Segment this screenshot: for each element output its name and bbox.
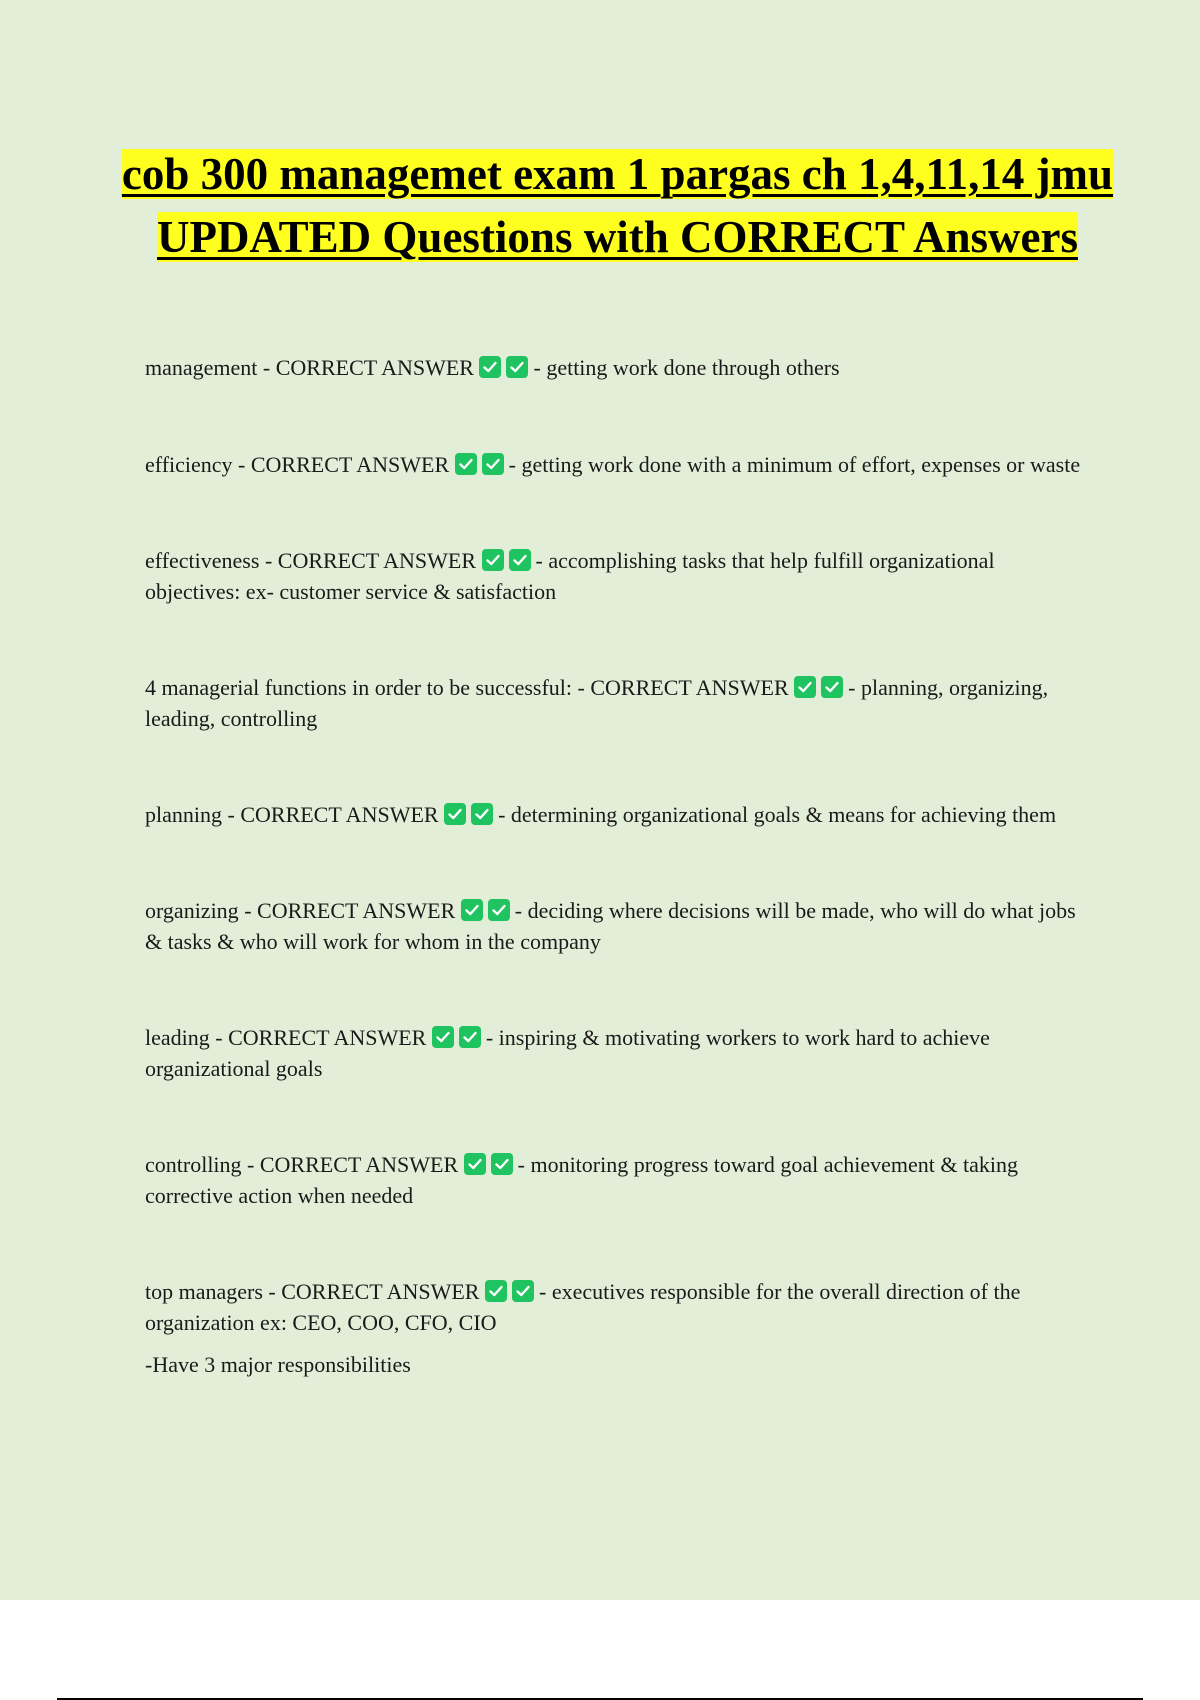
check-mark-icon xyxy=(512,1280,534,1302)
qa-answer: getting work done through others xyxy=(546,355,840,380)
qa-term: leading xyxy=(145,1025,210,1050)
qa-answer: inspiring & motivating workers to work hard to achieve organizational goals xyxy=(145,1025,990,1081)
correct-answer-label: CORRECT ANSWER xyxy=(259,1152,459,1177)
correct-answer-label: CORRECT ANSWER xyxy=(590,675,789,700)
correct-answer-label: CORRECT ANSWER xyxy=(228,1025,427,1050)
check-mark-icon xyxy=(444,803,466,825)
qa-item: controlling - CORRECT ANSWER - monitoring progress toward goal achievement & taking corrective action when needed xyxy=(145,1152,1018,1208)
qa-term: 4 managerial functions in order to be successful: xyxy=(145,675,573,700)
check-mark-icon xyxy=(432,1026,454,1048)
correct-answer-label: CORRECT ANSWER xyxy=(281,1279,480,1304)
qa-term: management xyxy=(145,355,258,380)
qa-answer: deciding where decisions will be made, who will do what jobs & tasks & who will work for whom in the company xyxy=(145,898,1076,954)
qa-item: top managers - CORRECT ANSWER - executives responsible for the overall direction of the organization ex: CEO, COO, CFO, CIO -Have 3 major responsibilities xyxy=(145,1276,1090,1380)
qa-term: planning xyxy=(145,802,222,827)
correct-answer-label: CORRECT ANSWER xyxy=(240,802,439,827)
check-mark-icon xyxy=(482,549,504,571)
qa-answer: executives responsible for the overall direction of the organization ex: CEO, COO, CFO, CIO xyxy=(145,1279,1021,1335)
check-mark-icon xyxy=(506,356,528,378)
qa-term: effectiveness xyxy=(145,548,260,573)
qa-item: planning - CORRECT ANSWER - determining organizational goals & means for achieving them xyxy=(145,802,1057,827)
qa-item: effectiveness - CORRECT ANSWER - accomplishing tasks that help fulfill organizational objectives: ex- customer service & satisfaction xyxy=(145,548,995,604)
qa-term: top managers xyxy=(145,1279,263,1304)
check-mark-icon xyxy=(455,453,477,475)
qa-list xyxy=(145,352,1090,1445)
check-mark-icon xyxy=(509,549,531,571)
qa-term: organizing xyxy=(145,898,239,923)
correct-answer-label: CORRECT ANSWER xyxy=(277,548,477,573)
document-title xyxy=(110,143,1125,269)
qa-term: efficiency xyxy=(145,452,233,477)
qa-answer: accomplishing tasks that help fulfill organizational objectives: ex- customer service & satisfaction xyxy=(145,548,995,604)
correct-answer-label: CORRECT ANSWER xyxy=(257,898,456,923)
check-mark-icon xyxy=(488,899,510,921)
check-mark-icon xyxy=(482,453,504,475)
qa-item: organizing - CORRECT ANSWER - deciding where decisions will be made, who will do what jobs & tasks & who will work for whom in the company xyxy=(145,898,1076,954)
qa-item: leading - CORRECT ANSWER - inspiring & motivating workers to work hard to achieve organizational goals xyxy=(145,1025,990,1081)
check-mark-icon xyxy=(479,356,501,378)
qa-answer: getting work done with a minimum of effort, expenses or waste xyxy=(521,452,1081,477)
correct-answer-label: CORRECT ANSWER xyxy=(250,452,450,477)
check-mark-icon xyxy=(471,803,493,825)
qa-answer: monitoring progress toward goal achievement & taking corrective action when needed xyxy=(145,1152,1018,1208)
qa-extra-line: -Have 3 major responsibilities xyxy=(145,1352,411,1377)
qa-answer: determining organizational goals & means for achieving them xyxy=(510,802,1057,827)
check-mark-icon xyxy=(461,899,483,921)
qa-answer: planning, organizing, leading, controlling xyxy=(145,675,1049,731)
qa-term: controlling xyxy=(145,1152,242,1177)
qa-item: 4 managerial functions in order to be successful: - CORRECT ANSWER - planning, organizing, leading, controlling xyxy=(145,675,1049,731)
check-mark-icon xyxy=(491,1153,513,1175)
check-mark-icon xyxy=(485,1280,507,1302)
check-mark-icon xyxy=(821,676,843,698)
check-mark-icon xyxy=(464,1153,486,1175)
title-text: cob 300 managemet exam 1 pargas ch 1,4,11,14 jmu UPDATED Questions with CORRECT Answers xyxy=(121,149,1114,262)
check-mark-icon xyxy=(459,1026,481,1048)
qa-item: efficiency - CORRECT ANSWER - getting work done with a minimum of effort, expenses or waste xyxy=(145,452,1081,477)
correct-answer-label: CORRECT ANSWER xyxy=(275,355,474,380)
check-mark-icon xyxy=(794,676,816,698)
qa-item: management - CORRECT ANSWER - getting work done through others xyxy=(145,355,840,380)
